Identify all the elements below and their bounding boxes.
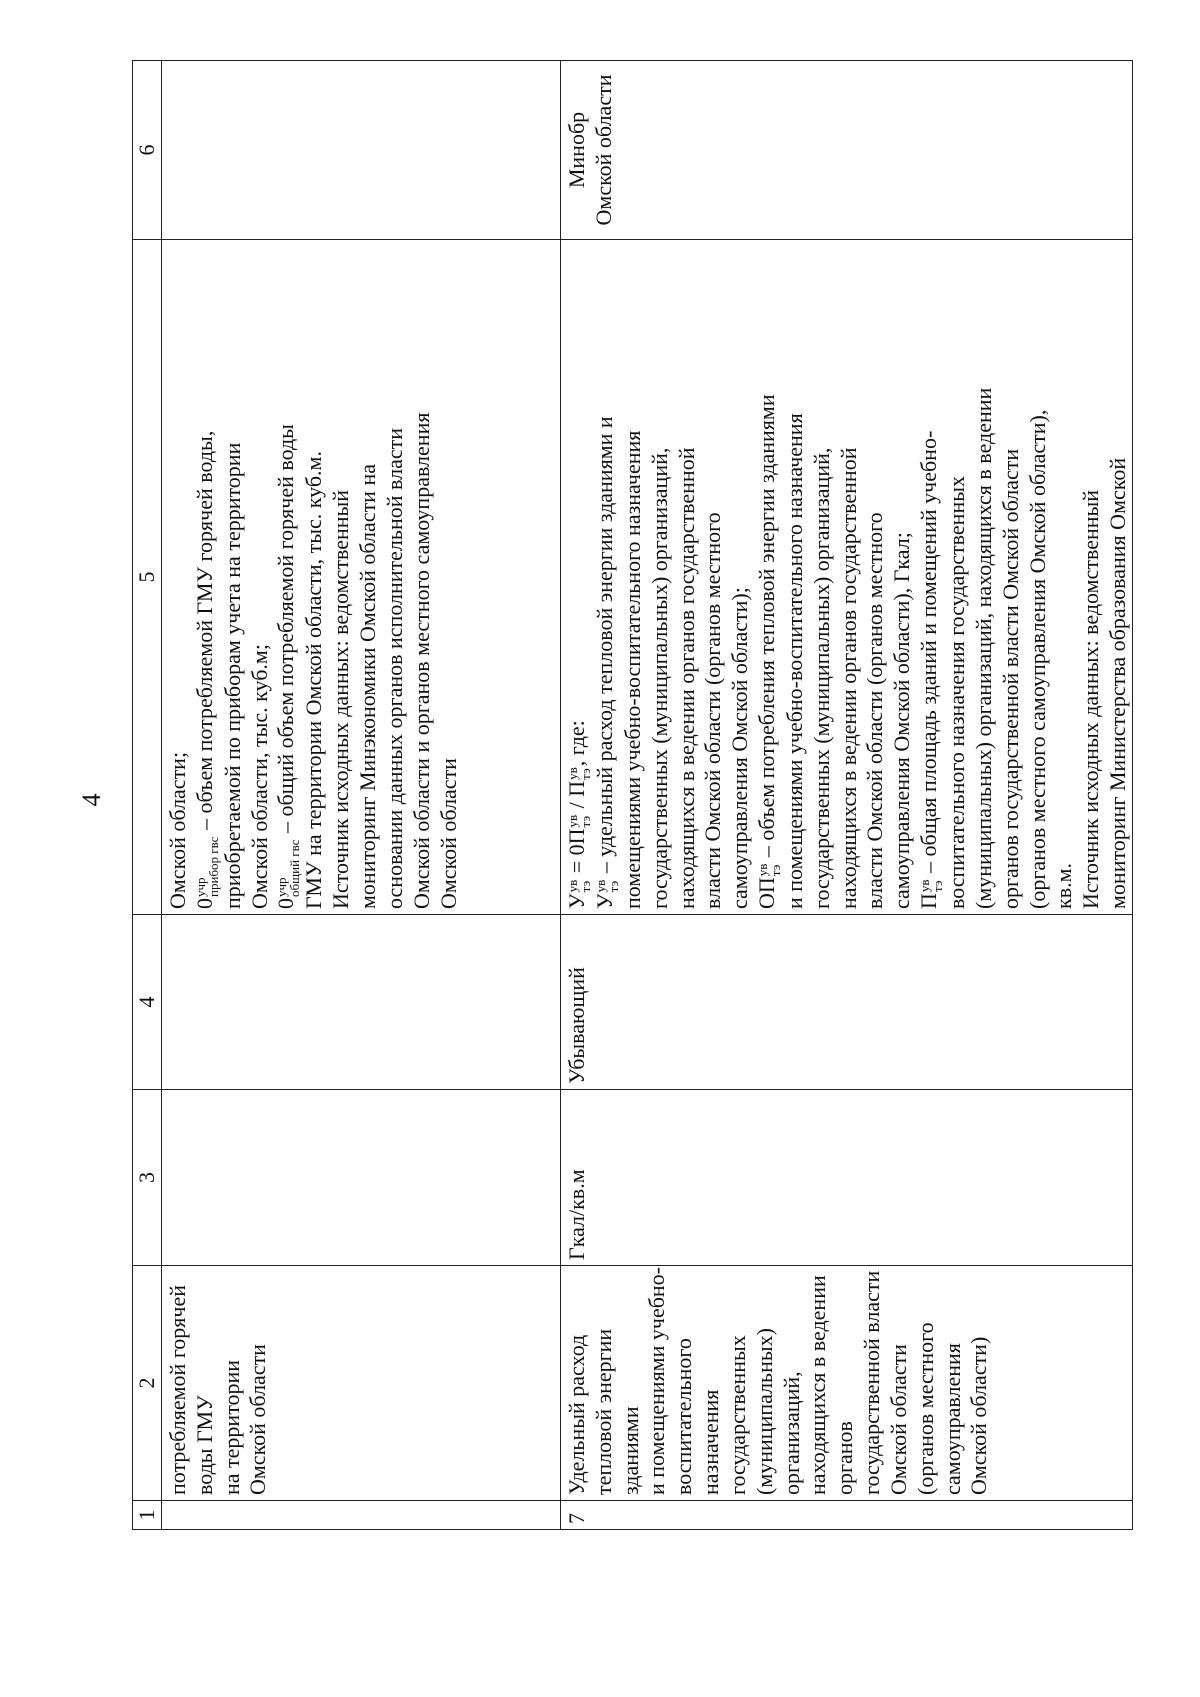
text-line: самоуправления	[939, 1343, 965, 1495]
sup-sub	[566, 880, 592, 893]
definition: – удельный расход тепловой энергии зданиями и	[591, 416, 617, 879]
text-line: воспитательного назначения государственных	[944, 476, 970, 909]
text-line: потребляемой горячей	[165, 1284, 190, 1495]
formula-term-line	[754, 245, 782, 909]
row1-method	[162, 240, 561, 915]
formula-line	[564, 245, 592, 909]
superscript: ув	[564, 879, 580, 893]
subscript: тэ	[577, 768, 593, 780]
sup-sub	[194, 837, 220, 897]
row2-responsible	[561, 61, 1133, 240]
text-line: находящихся в ведении органов государственной	[673, 447, 699, 909]
text-line: (органов местного самоуправления Омской области),	[1024, 409, 1050, 909]
text-line: Омской области	[590, 74, 616, 226]
text-line: Удельный расход	[564, 1334, 589, 1495]
subscript: общий гвс	[287, 839, 303, 897]
text-line: Источник исходных данных: ведомственный	[1078, 489, 1104, 909]
header-col-6: 6	[133, 61, 162, 240]
text-line: власти Омской области (органов местного	[862, 512, 888, 909]
row1-unit	[162, 1090, 561, 1266]
text-line: ГМУ на территории Омской области, тыс. куб.м.	[301, 451, 327, 909]
sup-sub	[275, 840, 301, 897]
definition: – объем потребляемой ГМУ горячей воды,	[191, 430, 217, 836]
formula-part: = 0П	[564, 828, 589, 879]
superscript: учр	[274, 877, 290, 897]
text-line: Источник исходных данных: ведомственный	[328, 489, 354, 909]
text-line: государственных	[724, 1335, 750, 1495]
subscript: тэ	[605, 880, 621, 893]
superscript: учр	[192, 877, 208, 897]
row1-responsible	[162, 61, 561, 240]
subscript: тэ	[768, 864, 783, 877]
symbol: 0	[273, 898, 299, 909]
text-line: назначения	[698, 1389, 724, 1495]
definition: – объем потребления тепловой энергии зданиями	[754, 394, 780, 863]
text-line: государственной власти	[859, 1270, 885, 1495]
subscript: прибор гвс	[205, 836, 221, 897]
header-col-1: 1	[133, 1501, 162, 1530]
sup-sub	[566, 815, 592, 828]
superscript: ув	[564, 814, 580, 828]
text-line: кв.м.	[1051, 863, 1077, 909]
text-line: мониторинг Минэкономики Омской области на	[355, 464, 381, 909]
text-line: Омской области, тыс. куб.м;	[246, 644, 272, 909]
text-line: приобретаемой по приборам учета на территории	[219, 442, 245, 909]
subscript: тэ	[930, 880, 946, 893]
text-line: (муниципальных)	[751, 1328, 777, 1495]
text-line: органов	[832, 1421, 858, 1495]
text-line: самоуправления Омской области);	[727, 587, 753, 909]
row2-number: 7	[561, 1501, 1133, 1530]
header-col-5: 5	[133, 240, 162, 915]
formula-part: , где:	[564, 720, 589, 767]
row2-unit: Гкал/кв.м	[561, 1090, 1133, 1266]
symbol: 0	[191, 898, 217, 909]
superscript: ув	[564, 767, 580, 780]
row2-trend: Убывающий	[561, 915, 1133, 1090]
text-line: Омской области;	[165, 751, 190, 909]
text-line: Омской области	[245, 1344, 271, 1495]
text-line: и помещениями учебно-	[644, 1266, 670, 1495]
formula-term-line	[916, 245, 944, 909]
sup-sub	[756, 864, 782, 877]
sup-sub	[594, 880, 620, 893]
text-line: самоуправления Омской области), Гкал;	[889, 532, 915, 909]
formula-term-line	[192, 245, 220, 909]
text-line: органов государственной власти Омской области	[997, 448, 1023, 909]
text-line: Омской области	[435, 758, 461, 909]
indicator-table	[132, 60, 1133, 1530]
text-line: государственных (муниципальных) организаций,	[808, 447, 834, 909]
formula-term-line	[273, 245, 301, 909]
page-number: 4	[77, 793, 106, 807]
table-row	[162, 61, 561, 1530]
row1-number	[162, 1501, 561, 1530]
text-line: Омской области)	[966, 1336, 992, 1495]
subscript: тэ	[577, 880, 593, 893]
sup-sub	[918, 879, 944, 892]
text-line: (органов местного	[912, 1322, 938, 1495]
header-col-2: 2	[133, 1266, 162, 1501]
text-line: тепловой энергии	[590, 1328, 616, 1495]
rotated-table-wrapper	[132, 67, 1131, 1530]
text-line: Омской области	[885, 1344, 911, 1495]
text-line: и помещениями учебно-воспитательного назначения	[782, 413, 807, 909]
formula-term-line	[592, 245, 620, 909]
header-row	[133, 61, 162, 1530]
row2-method	[561, 240, 1133, 915]
definition: – общий объем потребляемой горячей воды	[273, 424, 299, 839]
text-line: государственных (муниципальных) организаций,	[646, 447, 672, 909]
sup-sub	[566, 767, 592, 780]
text-line: Омской области и органов местного самоуправления	[408, 412, 434, 909]
text-line: (муниципальных) организаций, находящихся в ведении	[970, 387, 996, 909]
header-col-3: 3	[133, 1090, 162, 1266]
text-line: помещениями учебно-воспитательного назначения	[619, 430, 645, 909]
text-line: зданиями	[617, 1406, 643, 1495]
text-line: основании данных органов исполнительной власти	[381, 428, 407, 909]
formula-part: / П	[564, 780, 589, 814]
text-line: находящихся в ведении органов государственной	[835, 447, 861, 909]
text-line: Минобр	[564, 111, 589, 189]
symbol: ОП	[754, 877, 780, 909]
text-line: мониторинг Министерства образования Омской	[1105, 457, 1131, 909]
superscript: ув	[592, 879, 608, 893]
row2-indicator-name	[561, 1266, 1133, 1501]
header-col-4: 4	[133, 915, 162, 1090]
text-line: воспитательного	[671, 1338, 697, 1495]
symbol: У	[591, 893, 617, 909]
subscript: тэ	[577, 815, 593, 828]
definition: – общая площадь зданий и помещений учебно-	[916, 430, 942, 879]
formula-symbol: У	[564, 893, 589, 909]
row1-trend	[162, 915, 561, 1090]
superscript: ув	[755, 863, 770, 877]
row1-indicator-name	[162, 1266, 561, 1501]
table-row	[561, 61, 1133, 1530]
text-line: на территории	[218, 1359, 244, 1495]
superscript: ув	[917, 879, 933, 893]
text-line: воды ГМУ	[191, 1395, 217, 1495]
symbol: П	[916, 893, 942, 909]
text-line: находящихся в ведении	[805, 1275, 831, 1495]
text-line: организаций,	[778, 1371, 804, 1495]
text-line: власти Омской области (органов местного	[700, 512, 726, 909]
